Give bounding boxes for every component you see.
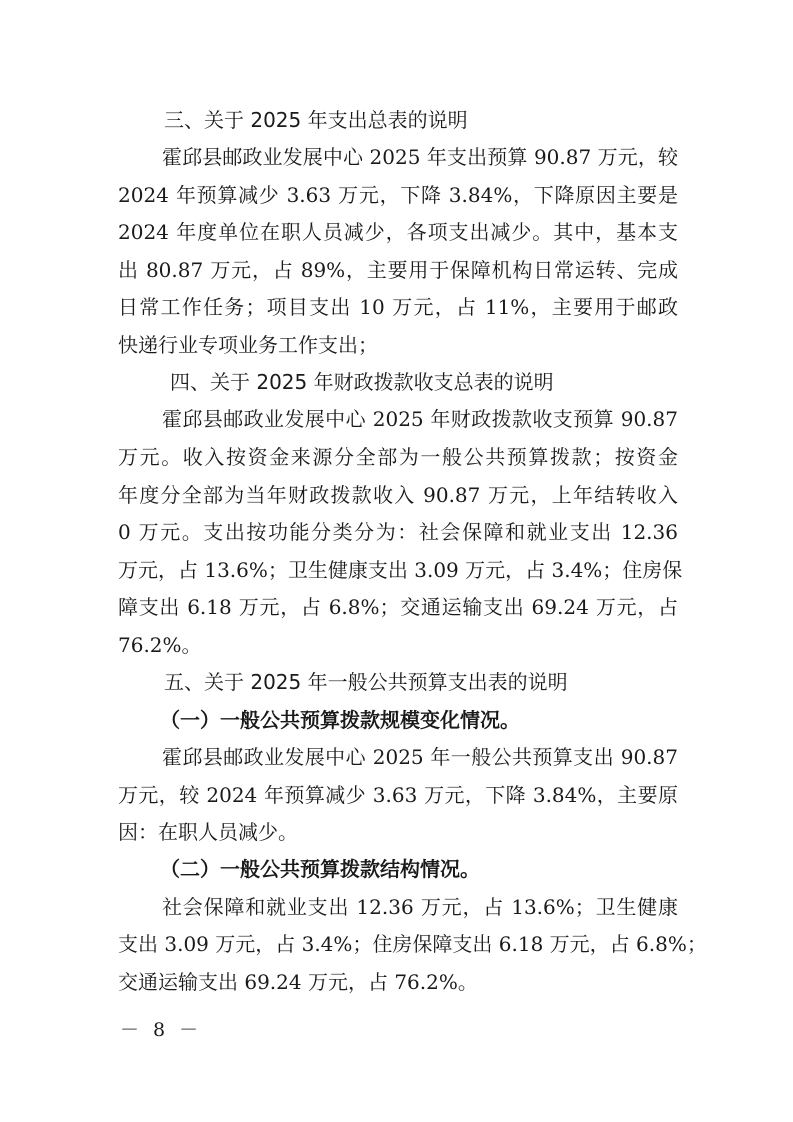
section-3-line-2: 2024 年预算减少 3.63 万元，下降 3.84%，下降原因主要是 [118, 183, 678, 207]
section-3-line-1: 霍邱县邮政业发展中心 2025 年支出预算 90.87 万元，较 [162, 145, 678, 169]
section-4-line-5: 万元，占 13.6%；卫生健康支出 3.09 万元，占 3.4%；住房保 [118, 558, 683, 582]
subsection-1-line-2: 万元，较 2024 年预算减少 3.63 万元，下降 3.84%，主要原 [118, 783, 678, 807]
subsection-2-line-3: 交通运输支出 69.24 万元，占 76.2%。 [118, 970, 478, 994]
section-4-line-1: 霍邱县邮政业发展中心 2025 年财政拨款收支预算 90.87 [162, 407, 678, 431]
section-4-line-6: 障支出 6.18 万元，占 6.8%；交通运输支出 69.24 万元，占 [118, 595, 678, 619]
subsection-1-line-1: 霍邱县邮政业发展中心 2025 年一般公共预算支出 90.87 [162, 745, 678, 769]
section-3-line-4: 出 80.87 万元，占 89%，主要用于保障机构日常运转、完成 [118, 258, 678, 282]
section-3-line-3: 2024 年度单位在职人员减少，各项支出减少。其中，基本支 [118, 220, 678, 244]
section-4-line-2: 万元。收入按资金来源分全部为一般公共预算拨款；按资金 [118, 445, 678, 469]
section-4-line-3: 年度分全部为当年财政拨款收入 90.87 万元，上年结转收入 [118, 483, 678, 507]
section-3-heading: 三、关于 2025 年支出总表的说明 [164, 108, 468, 132]
section-4-heading: 四、关于 2025 年财政拨款收支总表的说明 [170, 370, 554, 394]
section-5-heading: 五、关于 2025 年一般公共预算支出表的说明 [164, 670, 568, 694]
subsection-2-line-1: 社会保障和就业支出 12.36 万元，占 13.6%；卫生健康 [162, 895, 678, 919]
subsection-2-heading: （二）一般公共预算拨款结构情况。 [160, 857, 480, 881]
section-4-line-7: 76.2%。 [118, 633, 202, 657]
section-3-line-6: 快递行业专项业务工作支出； [118, 333, 378, 357]
subsection-2-line-2: 支出 3.09 万元，占 3.4%；住房保障支出 6.18 万元，占 6.8%； [118, 932, 707, 956]
page-number: － 8 － [120, 1019, 203, 1041]
section-4-line-4: 0 万元。支出按功能分类分为：社会保障和就业支出 12.36 [118, 520, 678, 544]
section-3-line-5: 日常工作任务；项目支出 10 万元，占 11%，主要用于邮政 [118, 295, 678, 319]
subsection-1-line-3: 因：在职人员减少。 [118, 820, 298, 844]
subsection-1-heading: （一）一般公共预算拨款规模变化情况。 [160, 708, 520, 732]
